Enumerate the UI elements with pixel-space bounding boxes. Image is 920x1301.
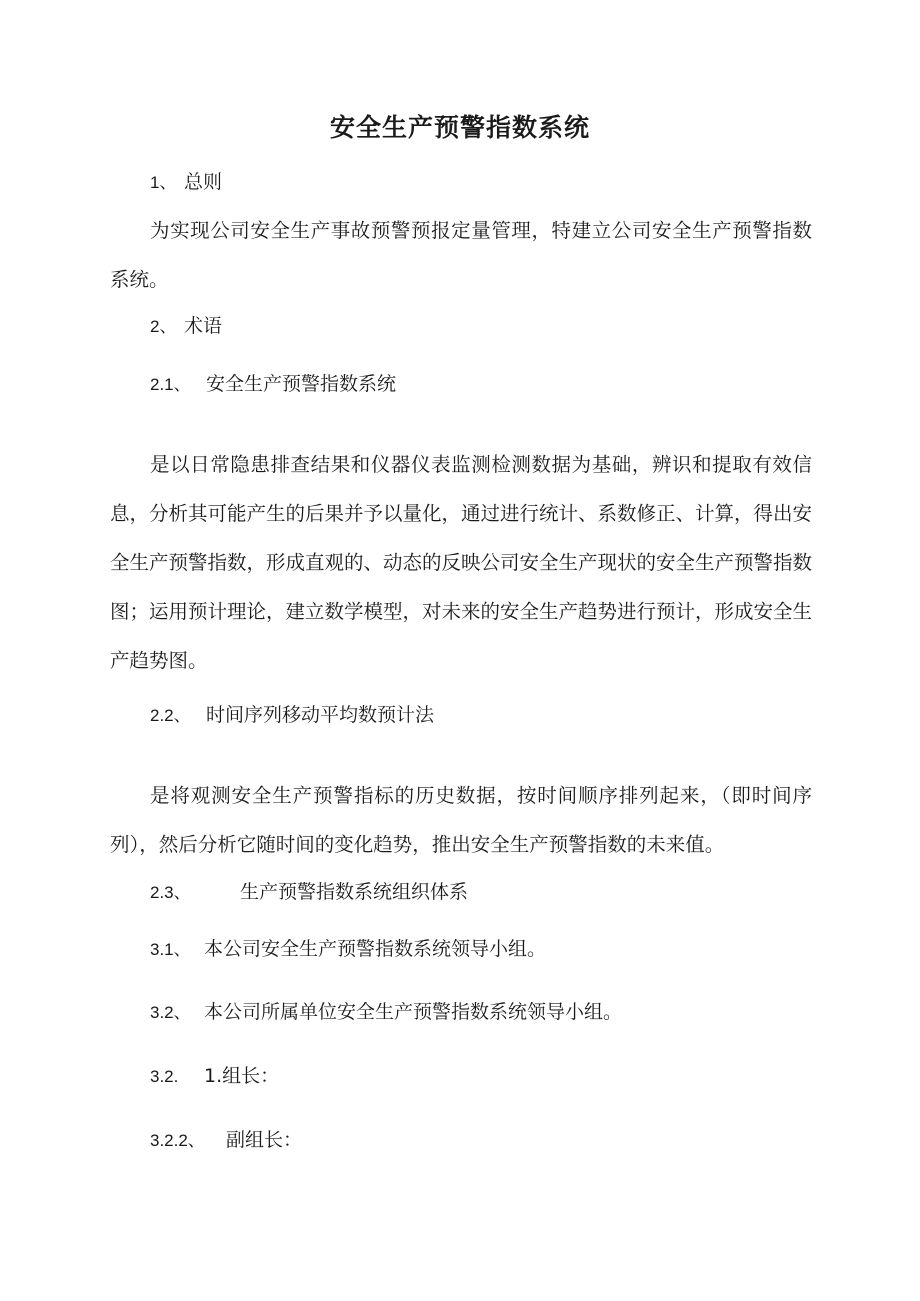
document-title: 安全生产预警指数系统 — [329, 113, 590, 142]
section-3-2-heading — [150, 1000, 622, 1025]
section-title: 本公司所属单位安全生产预警指数系统领导小组。 — [204, 1001, 623, 1023]
section-2-2-heading — [150, 703, 434, 728]
section-title: 时间序列移动平均数预计法 — [206, 704, 435, 726]
section-3-2-2-heading — [150, 1128, 302, 1153]
section-number: 3.1、 — [150, 940, 191, 959]
section-number: 2.2、 — [150, 706, 191, 725]
section-title: 生产预警指数系统组织体系 — [240, 881, 469, 903]
section-title: 安全生产预警指数系统 — [206, 373, 397, 395]
section-number: 2、 — [150, 317, 177, 336]
paragraph-general: 为实现公司安全生产事故预警预报定量管理，特建立公司安全生产预警指数系统。 — [110, 219, 812, 291]
section-3-1-heading — [150, 937, 546, 962]
section-2-heading — [150, 314, 222, 339]
section-number: 2.1、 — [150, 375, 191, 394]
section-1-heading — [150, 170, 222, 195]
section-title: 术语 — [184, 315, 223, 337]
section-title: 总则 — [184, 171, 223, 193]
section-title: 副组长： — [226, 1129, 303, 1151]
section-title: 本公司安全生产预警指数系统领导小组。 — [204, 938, 547, 960]
section-2-3-heading — [150, 880, 468, 905]
section-number: 1、 — [150, 173, 177, 192]
section-3-2-1-heading — [150, 1064, 279, 1089]
section-number: 3.2.2、 — [150, 1131, 205, 1150]
paragraph-definition-2-2: 是将观测安全生产预警指标的历史数据，按时间顺序排列起来，（即时间序列），然后分析它随时间的变化趋势，推出安全生产预警指数的未来值。 — [110, 784, 812, 856]
paragraph-definition-2-1: 是以日常隐患排查结果和仪器仪表监测检测数据为基础，辨识和提取有效信息，分析其可能产生的后果并予以量化，通过进行统计、系数修正、计算，得出安全生产预警指数，形成直观的、动态的反映公司安全生产现状的安全生产预警指数图；运用预计理论，建立数学模型，对未来的安全生产趋势进行预计，形成安全生产趋势图。 — [110, 453, 813, 672]
section-number: 2.3、 — [150, 883, 191, 902]
section-title: 1.组长： — [204, 1065, 280, 1087]
section-2-1-heading — [150, 372, 396, 397]
section-number: 3.2. — [150, 1067, 179, 1086]
section-number: 3.2、 — [150, 1003, 191, 1022]
